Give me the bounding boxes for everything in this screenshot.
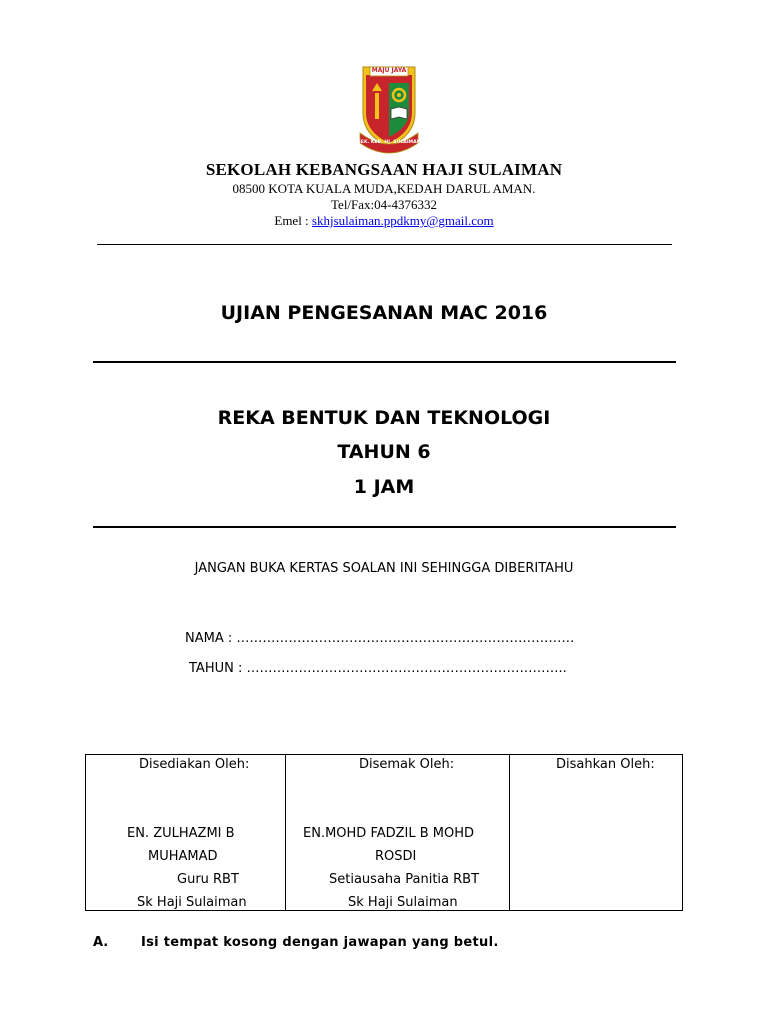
checked-by-heading: Disemak Oleh: [359,757,455,772]
approved-by-heading: Disahkan Oleh: [556,757,655,772]
signature-table [85,754,683,911]
school-address: 08500 KOTA KUALA MUDA,KEDAH DARUL AMAN. [232,181,536,196]
prepared-by-school: Sk Haji Sulaiman [137,895,247,910]
subject-divider [93,526,676,528]
section-a-text: Isi tempat kosong dengan jawapan yang betul. [141,935,499,950]
title-divider [93,361,676,363]
crest-banner-text: SEK. KEB. HJ. SULAIMAN [357,140,421,145]
checked-by-role: Setiausaha Panitia RBT [329,872,480,887]
header-divider [97,244,672,245]
checked-by-name-cont: ROSDI [375,849,417,864]
prepared-by-name-cont: MUHAMAD [148,849,218,864]
exam-duration: 1 JAM [353,476,415,498]
checked-by-name: EN.MOHD FADZIL B MOHD [303,826,475,841]
school-crest-logo [357,63,421,155]
prepared-by-role: Guru RBT [177,872,239,887]
year-field-line: TAHUN : ……………………………………………………………….. [189,661,567,676]
crest-motto-text: MAJU JAYA [371,67,407,74]
email-line [0,213,768,229]
warning-text: JANGAN BUKA KERTAS SOALAN INI SEHINGGA DIBERITAHU [194,561,574,576]
subject-title: REKA BENTUK DAN TEKNOLOGI [217,407,551,429]
prepared-by-name: EN. ZULHAZMI B [127,826,235,841]
signature-column-checked [285,755,510,910]
school-name: SEKOLAH KEBANGSAAN HAJI SULAIMAN [205,160,563,179]
section-a-label: A. [93,935,109,950]
exam-title: UJIAN PENGESANAN MAC 2016 [220,302,548,324]
email-label: Emel : [274,213,312,228]
signature-column-approved [509,755,682,910]
year-level: TAHUN 6 [337,441,431,463]
name-field-line: NAMA : …………………………………………………………………… [185,631,575,646]
checked-by-school: Sk Haji Sulaiman [348,895,458,910]
prepared-by-heading: Disediakan Oleh: [139,757,250,772]
email-link[interactable]: skhjsulaiman.ppdkmy@gmail.com [311,213,494,228]
school-telfax: Tel/Fax:04-4376332 [331,197,437,212]
signature-column-prepared [86,755,286,910]
